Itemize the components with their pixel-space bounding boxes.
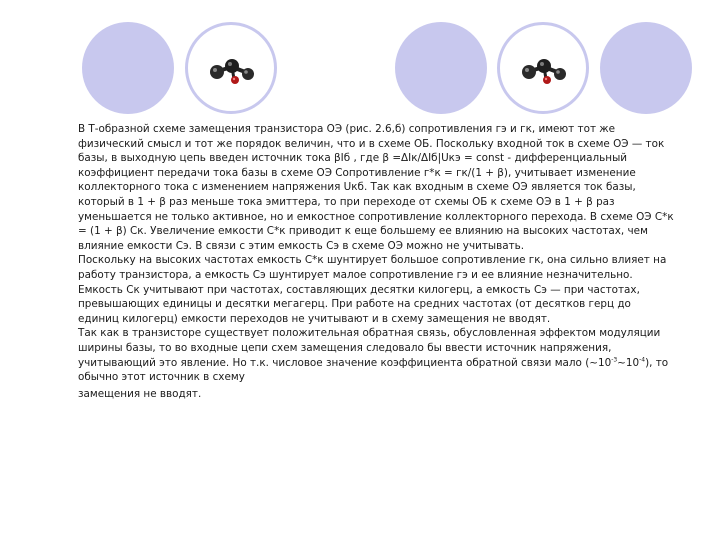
paragraph-3-tail: ), то обычно этот источник в схему <box>78 356 669 384</box>
decor-circle-4 <box>497 22 589 114</box>
body-text <box>78 122 674 401</box>
decor-circle-5 <box>600 22 692 114</box>
molecule-icon <box>516 55 574 87</box>
exponent-2: -4 <box>639 356 646 364</box>
decor-circle-3 <box>395 22 487 114</box>
exponent-1: -3 <box>611 356 618 364</box>
decor-circle-2 <box>185 22 277 114</box>
paragraph-2: Поскольку на высоких частотах емкость С*к шунтирует большое сопротивление гк, она сильно влияет на работу транзистора, а емкость Сэ шунтирует малое сопротивление гэ и ее влияние незначительно. Емкость Ск учитывают при частотах, составляющих десятки килогерц, а емкость Сэ — при частотах, превышающих единицы и десятки мегагерц. При работе на средних частотах (от десятков герц до единиц килогерц) емкости переходов не учитывают и в схему замещения не вводят. <box>78 254 667 325</box>
paragraph-3-last-line: замещения не вводят. <box>78 387 202 400</box>
paragraph-3 <box>78 326 674 384</box>
decor-circle-1 <box>82 22 174 114</box>
molecule-icon <box>204 55 262 87</box>
tilde-value: ~10 <box>617 356 640 369</box>
paragraph-3-text: Так как в транзисторе существует положительная обратная связь, обусловленная эффектом модуляции ширины базы, то во входные цепи схем замещения следовало бы ввести источник напряжения, учитывающий это явление. Но т.к. числовое значение коэффициента обратной связи мало (~10 <box>78 327 661 369</box>
paragraph-1: В Т-образной схеме замещения транзистора ОЭ (рис. 2.6,б) сопротивления гэ и гк, имеют тот же физический смысл и тот же порядок величин, что и в схеме ОБ. Поскольку входной ток в схеме ОЭ — ток базы, в выходную цепь введен источник тока βIб , где β =ΔIк/ΔIб|Uкэ = const - дифференциальный коэффициент передачи тока базы в схеме ОЭ Сопротивление г*к = гк/(1 + β), учитывает изменение коллекторного тока с изменением напряжения Uкб. Так как входным в схеме ОЭ является ток базы, который в 1 + β раз меньше тока эмиттера, то при переходе от схемы ОБ к схеме ОЭ в 1 + β раз уменьшается не только активное, но и емкостное сопротивление коллекторного перехода. В схеме ОЭ С*к = (1 + β) Ск. Увеличение емкости С*к приводит к еще большему ее влиянию на высоких частотах, чем влияние емкости Сэ. В связи с этим емкость Сэ в схеме ОЭ можно не учитывать. <box>78 123 674 252</box>
